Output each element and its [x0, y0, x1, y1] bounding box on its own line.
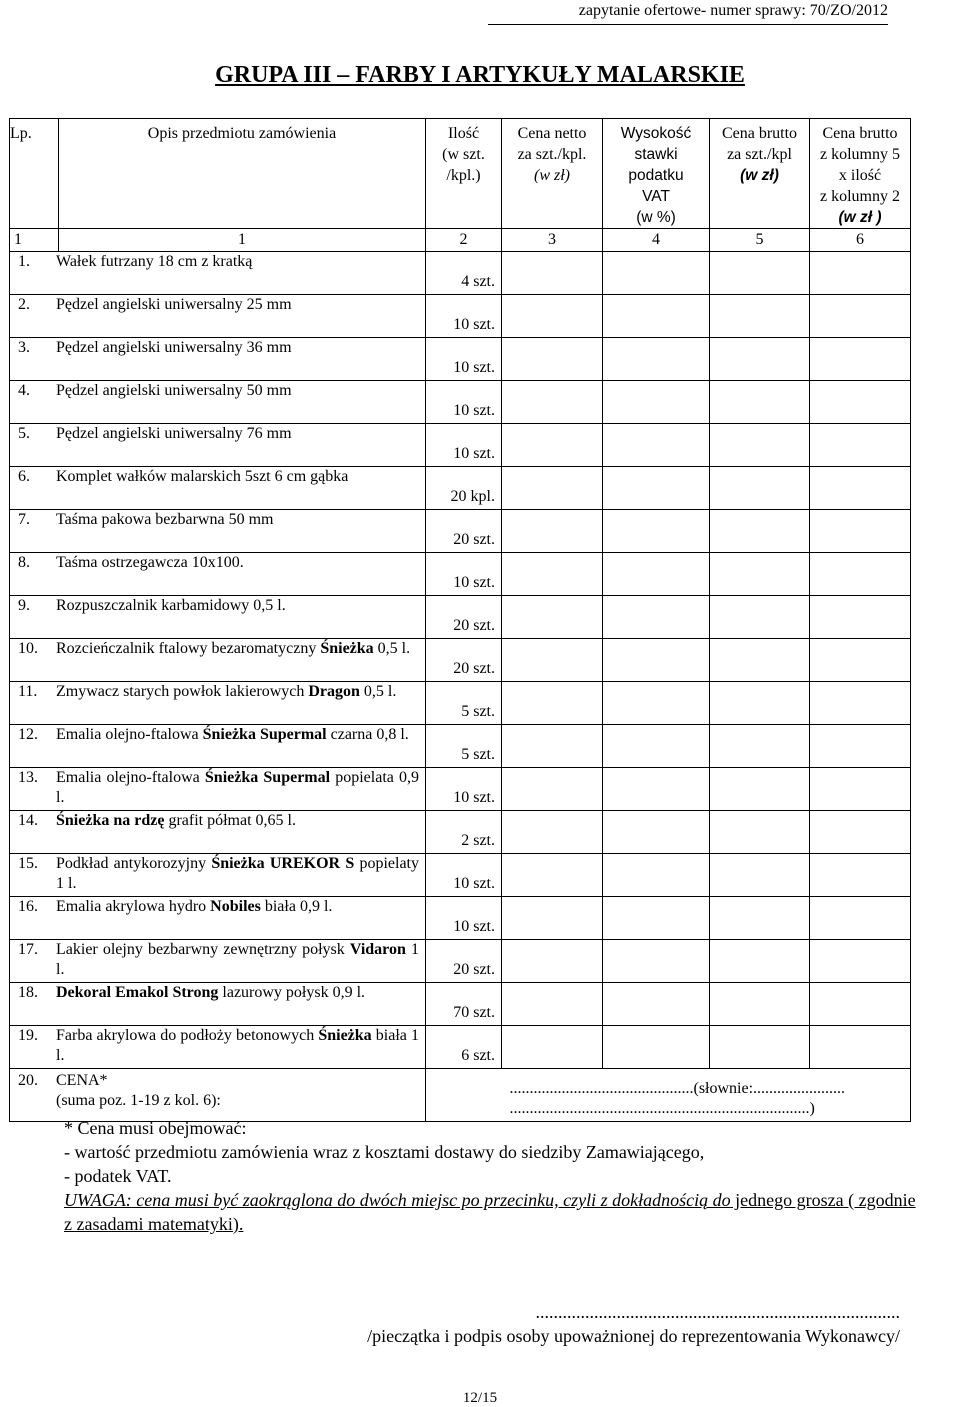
- item-description-text: Pędzel angielski uniwersalny 50 mm: [56, 382, 292, 399]
- total-label-cell: [10, 1069, 426, 1122]
- item-vat-cell[interactable]: [603, 295, 710, 338]
- item-description-text: Wałek futrzany 18 cm z kratką: [56, 253, 253, 270]
- item-quantity-cell: [426, 381, 502, 424]
- item-quantity: 4 szt.: [461, 273, 495, 290]
- item-vat-cell[interactable]: [603, 983, 710, 1026]
- header-vat-rate: Wysokość stawki podatku VAT (w %): [603, 119, 710, 229]
- item-net-price-cell[interactable]: [502, 381, 603, 424]
- item-quantity-cell: [426, 338, 502, 381]
- item-description-cell: [10, 811, 426, 854]
- item-quantity: 20 szt.: [453, 531, 495, 548]
- item-description-text: 1 l.: [56, 941, 419, 978]
- item-vat-cell[interactable]: [603, 682, 710, 725]
- item-description-text: Zmywacz starych powłok lakierowych: [56, 683, 309, 700]
- item-description-text: Lakier olejny bezbarwny zewnętrzny połysk: [56, 941, 350, 958]
- header-lp: Lp.: [10, 119, 59, 229]
- item-gross-price-cell[interactable]: [710, 983, 810, 1026]
- item-description-text: biała 1 l.: [56, 1027, 420, 1064]
- item-number: 6.: [18, 468, 30, 485]
- item-description-text: 0,5 l.: [359, 683, 397, 700]
- item-gross-total-cell[interactable]: [810, 854, 911, 897]
- table-row: [10, 768, 911, 811]
- item-number: 16.: [18, 898, 38, 915]
- total-row: [10, 1069, 911, 1122]
- item-gross-price-cell[interactable]: [710, 596, 810, 639]
- item-quantity-cell: [426, 596, 502, 639]
- table-row: [10, 854, 911, 897]
- item-description-text: Taśma pakowa bezbarwna 50 mm: [56, 511, 274, 528]
- item-gross-price-cell[interactable]: [710, 811, 810, 854]
- item-quantity: 10 szt.: [453, 918, 495, 935]
- item-net-price-cell[interactable]: [502, 338, 603, 381]
- item-quantity: 6 szt.: [461, 1047, 495, 1064]
- item-description-text: Taśma ostrzegawcza 10x100.: [56, 554, 244, 571]
- item-number: 11.: [18, 683, 38, 700]
- item-quantity: 20 szt.: [453, 660, 495, 677]
- table-row: [10, 940, 911, 983]
- table-row: [10, 596, 911, 639]
- signature-line: .................................................................................: [535, 1302, 900, 1322]
- item-brand-name: Vidaron: [349, 941, 406, 958]
- item-description: [56, 897, 419, 939]
- item-description: [56, 553, 419, 595]
- table-row: [10, 897, 911, 940]
- item-gross-total-cell[interactable]: [810, 338, 911, 381]
- item-number: 1.: [18, 253, 30, 270]
- item-quantity-cell: [426, 252, 502, 295]
- item-quantity: 2 szt.: [461, 832, 495, 849]
- item-description: [56, 1026, 419, 1068]
- item-gross-price-cell[interactable]: [710, 725, 810, 768]
- item-quantity-cell: [426, 768, 502, 811]
- item-net-price-cell[interactable]: [502, 725, 603, 768]
- item-gross-price-cell[interactable]: [710, 854, 810, 897]
- item-description-cell: [10, 553, 426, 596]
- item-quantity: 10 szt.: [453, 445, 495, 462]
- item-quantity-cell: [426, 639, 502, 682]
- item-description-text: Emalia akrylowa hydro: [56, 898, 211, 915]
- item-quantity: 5 szt.: [461, 703, 495, 720]
- table-row: [10, 510, 911, 553]
- item-quantity-cell: [426, 467, 502, 510]
- item-vat-cell[interactable]: [603, 811, 710, 854]
- item-quantity-cell: [426, 983, 502, 1026]
- warning-label: UWAGA:: [64, 1190, 132, 1210]
- item-number: 2.: [18, 296, 30, 313]
- item-gross-total-cell[interactable]: [810, 768, 911, 811]
- item-vat-cell[interactable]: [603, 940, 710, 983]
- column-index-row: [10, 229, 911, 252]
- item-gross-total-cell[interactable]: [810, 983, 911, 1026]
- item-quantity: 10 szt.: [453, 402, 495, 419]
- item-description: [56, 854, 419, 896]
- item-description-text: czarna 0,8 l.: [326, 726, 409, 743]
- item-description: [56, 467, 419, 509]
- item-quantity: 70 szt.: [453, 1004, 495, 1021]
- item-brand-name: Nobiles: [210, 898, 261, 915]
- item-description-cell: [10, 983, 426, 1026]
- item-gross-total-cell[interactable]: [810, 467, 911, 510]
- item-quantity: 20 szt.: [453, 961, 495, 978]
- item-description-text: popielaty 1 l.: [56, 855, 419, 892]
- item-net-price-cell[interactable]: [502, 940, 603, 983]
- notes-heading: * Cena musi obejmować:: [64, 1118, 247, 1138]
- item-net-price-cell[interactable]: [502, 897, 603, 940]
- item-quantity: 10 szt.: [453, 316, 495, 333]
- table-row: [10, 338, 911, 381]
- table-row: [10, 467, 911, 510]
- index-cell: 5: [710, 229, 810, 252]
- header-row: [10, 119, 911, 229]
- table-row: [10, 252, 911, 295]
- item-brand-name: Śnieżka Supermal: [202, 726, 327, 743]
- item-quantity-cell: [426, 897, 502, 940]
- item-gross-total-cell[interactable]: [810, 424, 911, 467]
- index-cell: 1: [59, 229, 426, 252]
- header-gross-price: Cena brutto za szt./kpl (w zł): [710, 119, 810, 229]
- table-row: [10, 811, 911, 854]
- item-description-cell: [10, 381, 426, 424]
- item-number: 15.: [18, 855, 38, 872]
- item-description-cell: [10, 596, 426, 639]
- total-label: CENA*: [56, 1072, 108, 1089]
- signature-label: /pieczątka i podpis osoby upoważnionej do reprezentowania Wykonawcy/: [367, 1326, 900, 1346]
- item-number: 14.: [18, 812, 38, 829]
- item-description-text: 0,5 l.: [373, 640, 411, 657]
- total-sublabel: (suma poz. 1-19 z kol. 6):: [56, 1092, 221, 1109]
- total-empty-cell: [426, 1069, 502, 1122]
- item-number: 12.: [18, 726, 38, 743]
- item-gross-price-cell[interactable]: [710, 1026, 810, 1069]
- table-row: [10, 725, 911, 768]
- item-quantity-cell: [426, 811, 502, 854]
- item-net-price-cell[interactable]: [502, 854, 603, 897]
- header-description: Opis przedmiotu zamówienia: [59, 119, 426, 229]
- index-cell: 1: [10, 229, 59, 252]
- item-net-price-cell[interactable]: [502, 596, 603, 639]
- item-quantity: 10 szt.: [453, 574, 495, 591]
- item-description: [56, 338, 419, 380]
- item-number: 4.: [18, 382, 30, 399]
- item-net-price-cell[interactable]: [502, 811, 603, 854]
- item-number: 9.: [18, 597, 30, 614]
- page-number: 12/15: [462, 1390, 498, 1406]
- item-description-text: Podkład antykorozyjny: [56, 855, 212, 872]
- item-description-cell: [10, 940, 426, 983]
- item-description: [56, 682, 419, 724]
- item-description: [56, 725, 419, 767]
- item-description: [56, 940, 419, 982]
- item-description: [56, 424, 419, 466]
- item-gross-price-cell[interactable]: [710, 897, 810, 940]
- item-description: [56, 811, 419, 853]
- item-description-cell: [10, 424, 426, 467]
- table-row: [10, 381, 911, 424]
- item-description: [56, 639, 419, 681]
- item-gross-total-cell[interactable]: [810, 510, 911, 553]
- item-quantity: 20 kpl.: [450, 488, 495, 505]
- item-gross-total-cell[interactable]: [810, 381, 911, 424]
- item-brand-name: Śnieżka UREKOR S: [211, 855, 355, 872]
- item-description-cell: [10, 639, 426, 682]
- item-net-price-cell[interactable]: [502, 1026, 603, 1069]
- table-row: [10, 1026, 911, 1069]
- item-gross-price-cell[interactable]: [710, 381, 810, 424]
- item-brand-name: Śnieżka: [318, 1027, 372, 1044]
- item-brand-name: Dragon: [308, 683, 360, 700]
- item-description-text: popielata 0,9 l.: [56, 769, 420, 806]
- item-quantity-cell: [426, 940, 502, 983]
- item-description-text: Komplet wałków malarskich 5szt 6 cm gąbka: [56, 468, 349, 485]
- item-gross-price-cell[interactable]: [710, 682, 810, 725]
- warning-tail: jednego grosza ( zgodnie z zasadami matematyki).: [64, 1190, 916, 1234]
- item-description-text: Rozpuszczalnik karbamidowy 0,5 l.: [56, 597, 286, 614]
- item-gross-total-cell[interactable]: [810, 553, 911, 596]
- item-vat-cell[interactable]: [603, 381, 710, 424]
- item-description: [56, 252, 419, 294]
- item-quantity: 10 szt.: [453, 789, 495, 806]
- item-number: 8.: [18, 554, 30, 571]
- notes-bullet: - wartość przedmiotu zamówienia wraz z kosztami dostawy do siedziby Zamawiającego,: [64, 1142, 705, 1162]
- total-words-cell[interactable]: [502, 1069, 911, 1122]
- item-vat-cell[interactable]: [603, 897, 710, 940]
- header-quantity: Ilość (w szt. /kpl.): [426, 119, 502, 229]
- notes-warning: [64, 1188, 924, 1236]
- item-brand-name: Śnieżka na rdzę: [56, 812, 165, 829]
- item-description-cell: [10, 897, 426, 940]
- item-quantity-cell: [426, 1026, 502, 1069]
- item-number: 3.: [18, 339, 30, 356]
- item-number: 19.: [18, 1027, 38, 1044]
- item-number: 17.: [18, 941, 38, 958]
- item-vat-cell[interactable]: [603, 252, 710, 295]
- item-quantity: 10 szt.: [453, 359, 495, 376]
- item-description-text: Pędzel angielski uniwersalny 36 mm: [56, 339, 292, 356]
- item-description: [56, 510, 419, 552]
- item-description-cell: [10, 1026, 426, 1069]
- item-vat-cell[interactable]: [603, 338, 710, 381]
- item-number: 5.: [18, 425, 30, 442]
- item-gross-price-cell[interactable]: [710, 553, 810, 596]
- warning-text: cena musi być zaokrąglona do dwóch miejsc po przecinku, czyli z dokładnością do: [131, 1190, 731, 1210]
- item-net-price-cell[interactable]: [502, 252, 603, 295]
- table-row: [10, 553, 911, 596]
- item-description: [56, 381, 419, 423]
- total-number: 20.: [18, 1072, 38, 1089]
- item-gross-price-cell[interactable]: [710, 338, 810, 381]
- item-gross-price-cell[interactable]: [710, 467, 810, 510]
- item-vat-cell[interactable]: [603, 639, 710, 682]
- item-quantity: 20 szt.: [453, 617, 495, 634]
- header-gross-total: Cena brutto z kolumny 5 x ilość z kolumny 2 (w zł ): [810, 119, 911, 229]
- item-description: [56, 768, 419, 810]
- item-net-price-cell[interactable]: [502, 768, 603, 811]
- item-description-cell: [10, 854, 426, 897]
- item-gross-total-cell[interactable]: [810, 725, 911, 768]
- item-gross-total-cell[interactable]: [810, 295, 911, 338]
- notes-section: [64, 1116, 924, 1236]
- item-vat-cell[interactable]: [603, 424, 710, 467]
- item-vat-cell[interactable]: [603, 725, 710, 768]
- item-net-price-cell[interactable]: [502, 682, 603, 725]
- item-description: [56, 295, 419, 337]
- item-vat-cell[interactable]: [603, 854, 710, 897]
- total-words-line: ...........................................................................): [509, 1100, 815, 1117]
- table-row: [10, 983, 911, 1026]
- item-vat-cell[interactable]: [603, 596, 710, 639]
- item-vat-cell[interactable]: [603, 768, 710, 811]
- item-net-price-cell[interactable]: [502, 295, 603, 338]
- item-description-text: grafit półmat 0,65 l.: [164, 812, 296, 829]
- item-net-price-cell[interactable]: [502, 424, 603, 467]
- item-description-cell: [10, 467, 426, 510]
- item-description-text: Emalia olejno-ftalowa: [56, 726, 203, 743]
- item-gross-price-cell[interactable]: [710, 940, 810, 983]
- table-row: [10, 424, 911, 467]
- item-description-text: Rozcieńczalnik ftalowy bezaromatyczny: [56, 640, 321, 657]
- item-net-price-cell[interactable]: [502, 467, 603, 510]
- index-cell: 4: [603, 229, 710, 252]
- item-vat-cell[interactable]: [603, 1026, 710, 1069]
- index-cell: 3: [502, 229, 603, 252]
- item-gross-total-cell[interactable]: [810, 1026, 911, 1069]
- item-vat-cell[interactable]: [603, 510, 710, 553]
- item-brand-name: Śnieżka: [320, 640, 374, 657]
- table-row: [10, 639, 911, 682]
- item-net-price-cell[interactable]: [502, 553, 603, 596]
- item-gross-total-cell[interactable]: [810, 639, 911, 682]
- item-gross-price-cell[interactable]: [710, 639, 810, 682]
- index-cell: 6: [810, 229, 911, 252]
- item-quantity-cell: [426, 553, 502, 596]
- item-gross-total-cell[interactable]: [810, 940, 911, 983]
- item-description-cell: [10, 252, 426, 295]
- item-description-cell: [10, 768, 426, 811]
- item-description-text: Farba akrylowa do podłoży betonowych: [56, 1027, 319, 1044]
- item-gross-price-cell[interactable]: [710, 252, 810, 295]
- item-quantity: 5 szt.: [461, 746, 495, 763]
- item-number: 13.: [18, 769, 38, 786]
- item-gross-total-cell[interactable]: [810, 897, 911, 940]
- item-quantity-cell: [426, 510, 502, 553]
- item-description-cell: [10, 295, 426, 338]
- item-gross-total-cell[interactable]: [810, 252, 911, 295]
- item-brand-name: Śnieżka Supermal: [204, 769, 331, 786]
- item-quantity-cell: [426, 295, 502, 338]
- header-net-price: Cena netto za szt./kpl. (w zł): [502, 119, 603, 229]
- total-words-line: ..............................................(słownie:.......................: [509, 1080, 846, 1097]
- signature-block: [280, 1300, 900, 1348]
- item-description: [56, 596, 419, 638]
- item-brand-name: Dekoral Emakol Strong: [56, 984, 219, 1001]
- item-net-price-cell[interactable]: [502, 983, 603, 1026]
- item-net-price-cell[interactable]: [502, 639, 603, 682]
- item-description-cell: [10, 682, 426, 725]
- item-description-text: Pędzel angielski uniwersalny 25 mm: [56, 296, 292, 313]
- price-table: [9, 118, 911, 1122]
- item-quantity-cell: [426, 854, 502, 897]
- item-net-price-cell[interactable]: [502, 510, 603, 553]
- item-description-cell: [10, 725, 426, 768]
- item-number: 7.: [18, 511, 30, 528]
- item-gross-price-cell[interactable]: [710, 510, 810, 553]
- item-number: 18.: [18, 984, 38, 1001]
- item-description-text: lazurowy połysk 0,9 l.: [218, 984, 366, 1001]
- item-vat-cell[interactable]: [603, 467, 710, 510]
- item-number: 10.: [18, 640, 38, 657]
- item-gross-total-cell[interactable]: [810, 596, 911, 639]
- page-title: GRUPA III – FARBY I ARTYKUŁY MALARSKIE: [215, 62, 745, 88]
- item-quantity-cell: [426, 725, 502, 768]
- item-gross-price-cell[interactable]: [710, 295, 810, 338]
- notes-bullet: - podatek VAT.: [64, 1166, 172, 1186]
- item-gross-total-cell[interactable]: [810, 682, 911, 725]
- item-description-text: biała 0,9 l.: [260, 898, 333, 915]
- item-quantity-cell: [426, 424, 502, 467]
- item-description-text: Emalia olejno-ftalowa: [56, 769, 205, 786]
- item-description-cell: [10, 338, 426, 381]
- item-vat-cell[interactable]: [603, 553, 710, 596]
- item-quantity-cell: [426, 682, 502, 725]
- item-description-text: Pędzel angielski uniwersalny 76 mm: [56, 425, 292, 442]
- table-row: [10, 295, 911, 338]
- item-gross-price-cell[interactable]: [710, 768, 810, 811]
- item-description: [56, 983, 419, 1025]
- document-reference: zapytanie ofertowe- numer sprawy: 70/ZO/2012: [488, 2, 888, 25]
- item-gross-total-cell[interactable]: [810, 811, 911, 854]
- item-description-cell: [10, 510, 426, 553]
- item-quantity: 10 szt.: [453, 875, 495, 892]
- index-cell: 2: [426, 229, 502, 252]
- item-gross-price-cell[interactable]: [710, 424, 810, 467]
- table-row: [10, 682, 911, 725]
